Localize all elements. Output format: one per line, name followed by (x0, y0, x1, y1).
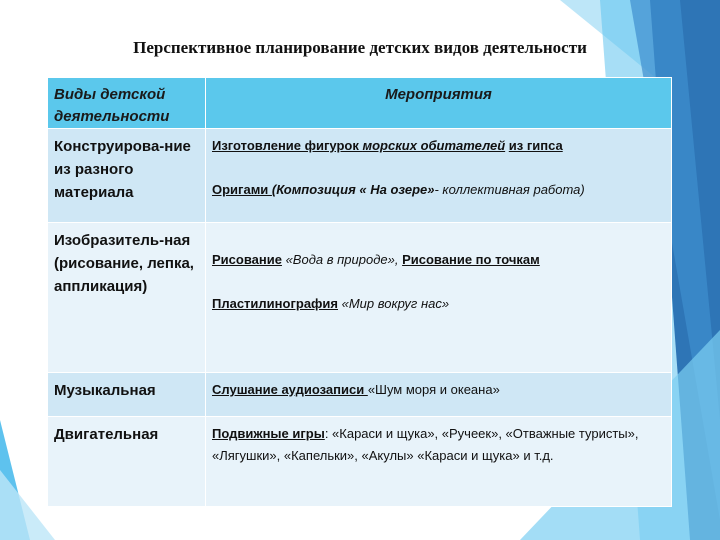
row-activities (206, 223, 672, 373)
row-category: Музыкальная (48, 373, 206, 417)
table-row (48, 373, 672, 417)
activity-text: морских обитателей (362, 138, 506, 153)
table-row (48, 129, 672, 223)
activity-text: Подвижные игры (212, 426, 325, 441)
page-title: Перспективное планирование детских видов деятельности (133, 38, 587, 57)
table-header-row (48, 78, 672, 129)
activity-text: (Композиция « На озере» (271, 182, 435, 197)
row-category: Изобразитель-ная (рисование, лепка, аппликация) (48, 223, 206, 373)
activity-text: из гипса (508, 138, 563, 153)
row-category: Двигательная (48, 417, 206, 507)
activity-text: Рисование по точкам (402, 252, 540, 267)
activity-text: Изготовление фигурок (212, 138, 363, 153)
row-activities (206, 417, 672, 507)
activities-table (47, 77, 672, 507)
activity-text: «Вода в природе», (281, 252, 403, 267)
activity-text: - коллективная работа) (434, 182, 585, 197)
activity-text: Рисование (212, 252, 282, 267)
table-row (48, 417, 672, 507)
table-row (48, 223, 672, 373)
header-category: Виды детской деятельности (48, 78, 206, 129)
activity-text: «Шум моря и океана» (367, 382, 500, 397)
activity-text: «Мир вокруг нас» (338, 296, 450, 311)
header-activities: Мероприятия (206, 78, 672, 129)
activity-text: Пластилинография (212, 296, 339, 311)
activity-text: : «Караси и щука», «Ручеек», «Отважные туристы», «Лягушки», «Капельки», «Акулы» «Караси и щука» и т.д. (212, 426, 639, 463)
activity-text: Оригами (212, 182, 272, 197)
row-activities (206, 373, 672, 417)
activity-text: Слушание аудиозаписи (212, 382, 368, 397)
row-activities (206, 129, 672, 223)
row-category: Конструирова-ние из разного материала (48, 129, 206, 223)
